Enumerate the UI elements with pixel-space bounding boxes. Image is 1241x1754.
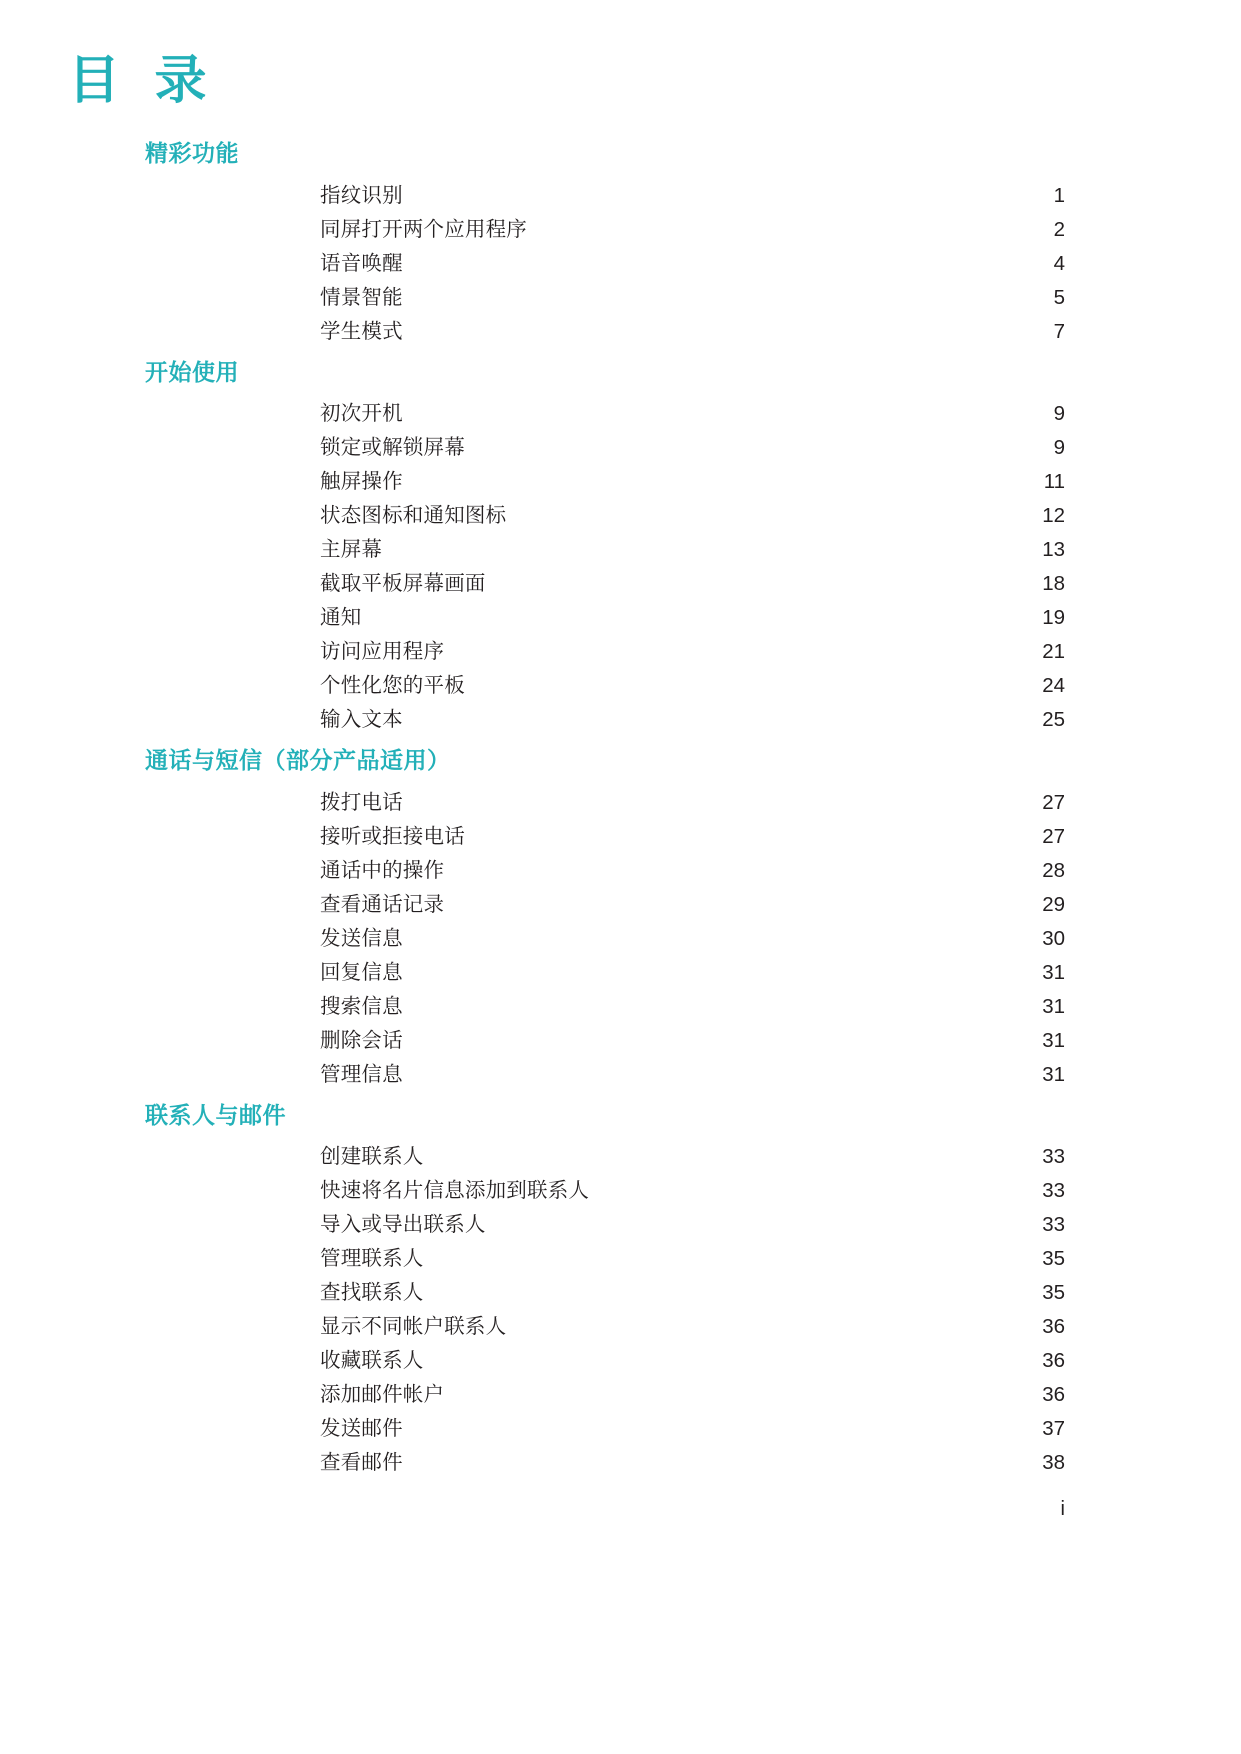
toc-entry-label: 截取平板屏幕画面: [320, 572, 486, 595]
toc-entry-page-number: 36: [1042, 1383, 1065, 1406]
toc-entry[interactable]: [0, 1058, 1241, 1092]
toc-entry-page-number: 33: [1042, 1213, 1065, 1236]
toc-entry-label: 查看邮件: [320, 1451, 403, 1474]
toc-entry-list: [0, 179, 1241, 349]
toc-entry-label: 状态图标和通知图标: [320, 504, 507, 527]
toc-entry-label: 快速将名片信息添加到联系人: [320, 1179, 590, 1202]
toc-entry[interactable]: [0, 1378, 1241, 1412]
toc-entry-label: 主屏幕: [320, 538, 383, 561]
toc-entry[interactable]: [0, 1310, 1241, 1344]
toc-entry[interactable]: [0, 956, 1241, 990]
toc-entry-label: 触屏操作: [320, 470, 403, 493]
toc-section-title: 开始使用: [145, 358, 239, 385]
toc-entry[interactable]: [0, 854, 1241, 888]
page-title: 目 录: [68, 52, 217, 110]
toc-entry-page-number: 36: [1042, 1349, 1065, 1372]
toc-entry[interactable]: [0, 281, 1241, 315]
toc-entry-page-number: 33: [1042, 1179, 1065, 1202]
toc-entry-label: 初次开机: [320, 402, 403, 425]
toc-entry[interactable]: [0, 1242, 1241, 1276]
toc-entry-page-number: 9: [1053, 402, 1065, 425]
toc-entry[interactable]: [0, 601, 1241, 635]
toc-entry-label: 查看通话记录: [320, 892, 445, 916]
toc-entry-list: [0, 1140, 1241, 1480]
toc-entry-label: 情景智能: [320, 285, 403, 309]
toc-entry[interactable]: [0, 669, 1241, 703]
toc-entry-label: 删除会话: [320, 1028, 403, 1052]
toc-entry-page-number: 25: [1042, 708, 1065, 731]
toc-entry[interactable]: [0, 703, 1241, 737]
toc-entry-label: 发送邮件: [320, 1417, 403, 1440]
toc-entry-page-number: 4: [1053, 251, 1065, 275]
toc-entry[interactable]: [0, 1208, 1241, 1242]
toc-entry-label: 创建联系人: [320, 1145, 424, 1168]
toc-entry-label: 语音唤醒: [320, 251, 403, 275]
toc-entry[interactable]: [0, 315, 1241, 349]
toc-entry-page-number: 27: [1042, 790, 1065, 814]
toc-entry-label: 个性化您的平板: [320, 674, 465, 697]
toc-entry-page-number: 37: [1042, 1417, 1065, 1440]
toc-entry[interactable]: [0, 635, 1241, 669]
toc-entry-page-number: 31: [1042, 994, 1065, 1018]
toc-entry-page-number: 24: [1042, 674, 1065, 697]
toc-entry[interactable]: [0, 499, 1241, 533]
toc-entry-label: 通话中的操作: [320, 858, 445, 882]
toc-entry-label: 查找联系人: [320, 1281, 424, 1304]
toc-entry-label: 搜索信息: [320, 994, 403, 1018]
toc-entry[interactable]: [0, 213, 1241, 247]
toc-entry-page-number: 29: [1042, 892, 1065, 916]
toc-entry-page-number: 38: [1042, 1451, 1065, 1474]
toc-entry[interactable]: [0, 820, 1241, 854]
toc-entry-page-number: 27: [1042, 824, 1065, 848]
toc-entry-page-number: 35: [1042, 1247, 1065, 1270]
toc-entry-page-number: 28: [1042, 858, 1065, 882]
toc-entry-label: 导入或导出联系人: [320, 1213, 486, 1236]
toc-entry[interactable]: [0, 465, 1241, 499]
toc-entry-page-number: 31: [1042, 1028, 1065, 1052]
toc-entry-page-number: 30: [1042, 926, 1065, 950]
toc-entry[interactable]: [0, 922, 1241, 956]
toc-entry-label: 指纹识别: [320, 183, 403, 207]
toc-entry-label: 管理信息: [320, 1062, 403, 1086]
toc-entry-page-number: 21: [1042, 640, 1065, 663]
toc-entry[interactable]: [0, 247, 1241, 281]
toc-entry-label: 访问应用程序: [320, 640, 445, 663]
toc-entry[interactable]: [0, 1446, 1241, 1480]
toc-entry-page-number: 9: [1053, 436, 1065, 459]
toc-entry[interactable]: [0, 1174, 1241, 1208]
toc-entry-page-number: 11: [1043, 470, 1065, 493]
toc-entry[interactable]: [0, 431, 1241, 465]
toc-section: [0, 355, 1241, 738]
toc-entry-label: 显示不同帐户联系人: [320, 1315, 507, 1338]
toc-entry-label: 输入文本: [320, 708, 403, 731]
page-folio: i: [1060, 1498, 1065, 1520]
toc-entry[interactable]: [0, 179, 1241, 213]
toc-section: [0, 1098, 1241, 1481]
toc-entry-page-number: 18: [1042, 572, 1065, 595]
toc-entry[interactable]: [0, 1140, 1241, 1174]
toc-entry-list: [0, 397, 1241, 737]
toc-entry[interactable]: [0, 533, 1241, 567]
toc-entry-label: 回复信息: [320, 960, 403, 984]
toc-entry-page-number: 12: [1042, 504, 1065, 527]
toc-entry[interactable]: [0, 1024, 1241, 1058]
toc-entry-page-number: 31: [1042, 1062, 1065, 1086]
toc-entry-label: 学生模式: [320, 319, 403, 343]
toc-entry-page-number: 5: [1053, 285, 1065, 309]
toc-entry[interactable]: [0, 1344, 1241, 1378]
toc-entry-page-number: 13: [1042, 538, 1065, 561]
toc-entry-page-number: 35: [1042, 1281, 1065, 1304]
toc-entry[interactable]: [0, 567, 1241, 601]
toc-entry[interactable]: [0, 1276, 1241, 1310]
toc-entry-label: 收藏联系人: [320, 1349, 424, 1372]
toc-section: [0, 743, 1241, 1092]
toc-section-title: 精彩功能: [145, 140, 239, 166]
toc-entry-page-number: 7: [1053, 319, 1065, 343]
toc-entry-page-number: 36: [1042, 1315, 1065, 1338]
toc-entry[interactable]: [0, 888, 1241, 922]
toc-entry-label: 通知: [320, 606, 362, 629]
toc-entry-label: 锁定或解锁屏幕: [320, 436, 465, 459]
toc-entry[interactable]: [0, 1412, 1241, 1446]
toc-entry-list: [0, 786, 1241, 1092]
toc-entry-label: 同屏打开两个应用程序: [320, 217, 527, 241]
toc-entry-label: 拨打电话: [320, 790, 403, 814]
toc-section-title: 通话与短信（部分产品适用）: [145, 747, 451, 773]
toc-entry[interactable]: [0, 786, 1241, 820]
toc-entry-page-number: 19: [1042, 606, 1065, 629]
toc-entry-page-number: 33: [1042, 1145, 1065, 1168]
toc-entry-label: 管理联系人: [320, 1247, 424, 1270]
toc-entry-page-number: 31: [1042, 960, 1065, 984]
toc-sections-container: [0, 136, 1241, 1486]
toc-entry-label: 发送信息: [320, 926, 403, 950]
toc-entry-label: 接听或拒接电话: [320, 824, 465, 848]
toc-section-title: 联系人与邮件: [145, 1101, 286, 1128]
toc-entry-page-number: 1: [1053, 183, 1065, 207]
toc-entry[interactable]: [0, 990, 1241, 1024]
toc-entry[interactable]: [0, 397, 1241, 431]
toc-section: [0, 136, 1241, 349]
toc-entry-page-number: 2: [1053, 217, 1065, 241]
toc-entry-label: 添加邮件帐户: [320, 1383, 445, 1406]
